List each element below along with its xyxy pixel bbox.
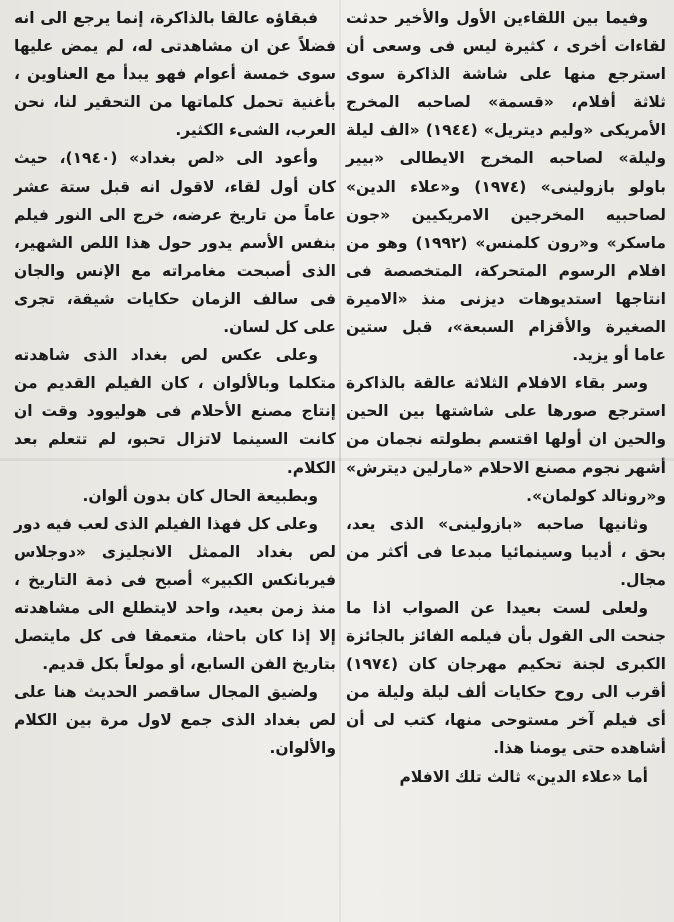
paragraph: ولعلى لست بعيدا عن الصواب اذا ما جنحت الى القول بأن فيلمه الفائز بالجائزة الكبرى لجنة تحكيم مهرجان كان (١٩٧٤) أقرب الى روح حكايات ألف ليلة وليلة من أى فيلم آخر مستوحى منها، كتب لى أن أشاهده حتى يومنا هذا. <box>346 598 666 758</box>
paragraph: وأعود الى «لص بغداد» (١٩٤٠)، حيث كان أول لقاء، لاقول انه قبل ستة عشر عاماً من تاريخ عرضه، خرج الى النور فيلم بنفس الأسم يدور حول هذا اللص الشهير، الذى أصبحت مغامراته مع الإنس والجان فى سالف الزمان حكايات شيقة، تجرى على كل لسان. <box>14 149 336 337</box>
paragraph: فبقاؤه عالقا بالذاكرة، إنما يرجع الى انه فضلاً عن ان مشاهدتى له، لم يمض عليها سوى خمسة أعوام فهو يبدأ مع العناوين ، بأغنية تحمل كلماتها من التحقير لنا، نحن العرب، الشىء الكثير. <box>14 9 336 140</box>
paragraph: وسر بقاء الافلام الثلاثة عالقة بالذاكرة استرجع صورها على شاشتها بين الحين والحين ان أولها اقتسم بطولته نجمان من أشهر نجوم مصنع الاحلام «مارلين ديترش» و«رونالد كولمان». <box>345 374 666 505</box>
paragraph: وفيما بين اللقاءين الأول والأخير حدثت لقاءات أخرى ، كثيرة ليس فى وسعى أن استرجع منها على شاشة الذاكرة سوى ثلاثة أفلام، «قسمة» لصاحبه المخرج الأمريكى «وليم ديتريل» (١٩٤٤) «الف ليلة وليلة» لصاحبه المخرج الايطالى «بيير باولو بازولينى» (١٩٧٤) و«علاء الدين» لصاحبيه المخرجين الامريكيين «جون ماسكر» و«رون كلمنس» (١٩٩٢) وهو من افلام الرسوم المتحركة، المتخصصة فى انتاجها استديوهات ديزنى منذ «الاميرة الصغيرة والأقزام السبعة»، قبل ستين عاما أو يزيد. <box>346 9 666 365</box>
paragraph: ولضيق المجال ساقصر الحديث هنا على لص بغداد الذى جمع لاول مرة بين الكلام والألوان. <box>14 683 336 758</box>
paragraph: وعلى كل فهذا الفيلم الذى لعب فيه دور لص بغداد الممثل الانجليزى «دوجلاس فيربانكس الكبير» أصبح فى ذمة التاريخ ، منذ زمن بعيد، واحد لايتطلع الى مشاهدته إلا إذا كان باحثا، متعمقا فى كل مايتصل بتاريخ الفن السابع، أو مولعاً بكل قديم. <box>14 514 336 674</box>
paragraph: وثانيها صاحبه «بازولينى» الذى يعد، بحق ، أديبا وسينمائيا مبدعا فى أكثر من مجال. <box>346 514 666 589</box>
left-column <box>14 4 336 763</box>
column-gutter <box>339 0 341 922</box>
paragraph: وعلى عكس لص بغداد الذى شاهدته متكلما وبالألوان ، كان الفيلم القديم من إنتاج مصنع الأحلام فى هوليوود وقت ان كانت السينما لاتزال تحبو، لم تتعلم بعد الكلام. <box>14 346 336 477</box>
right-column <box>346 4 666 791</box>
paragraph: أما «علاء الدين» ثالث تلك الافلام <box>399 767 648 786</box>
paragraph: وبطبيعة الحال كان بدون ألوان. <box>82 486 318 505</box>
